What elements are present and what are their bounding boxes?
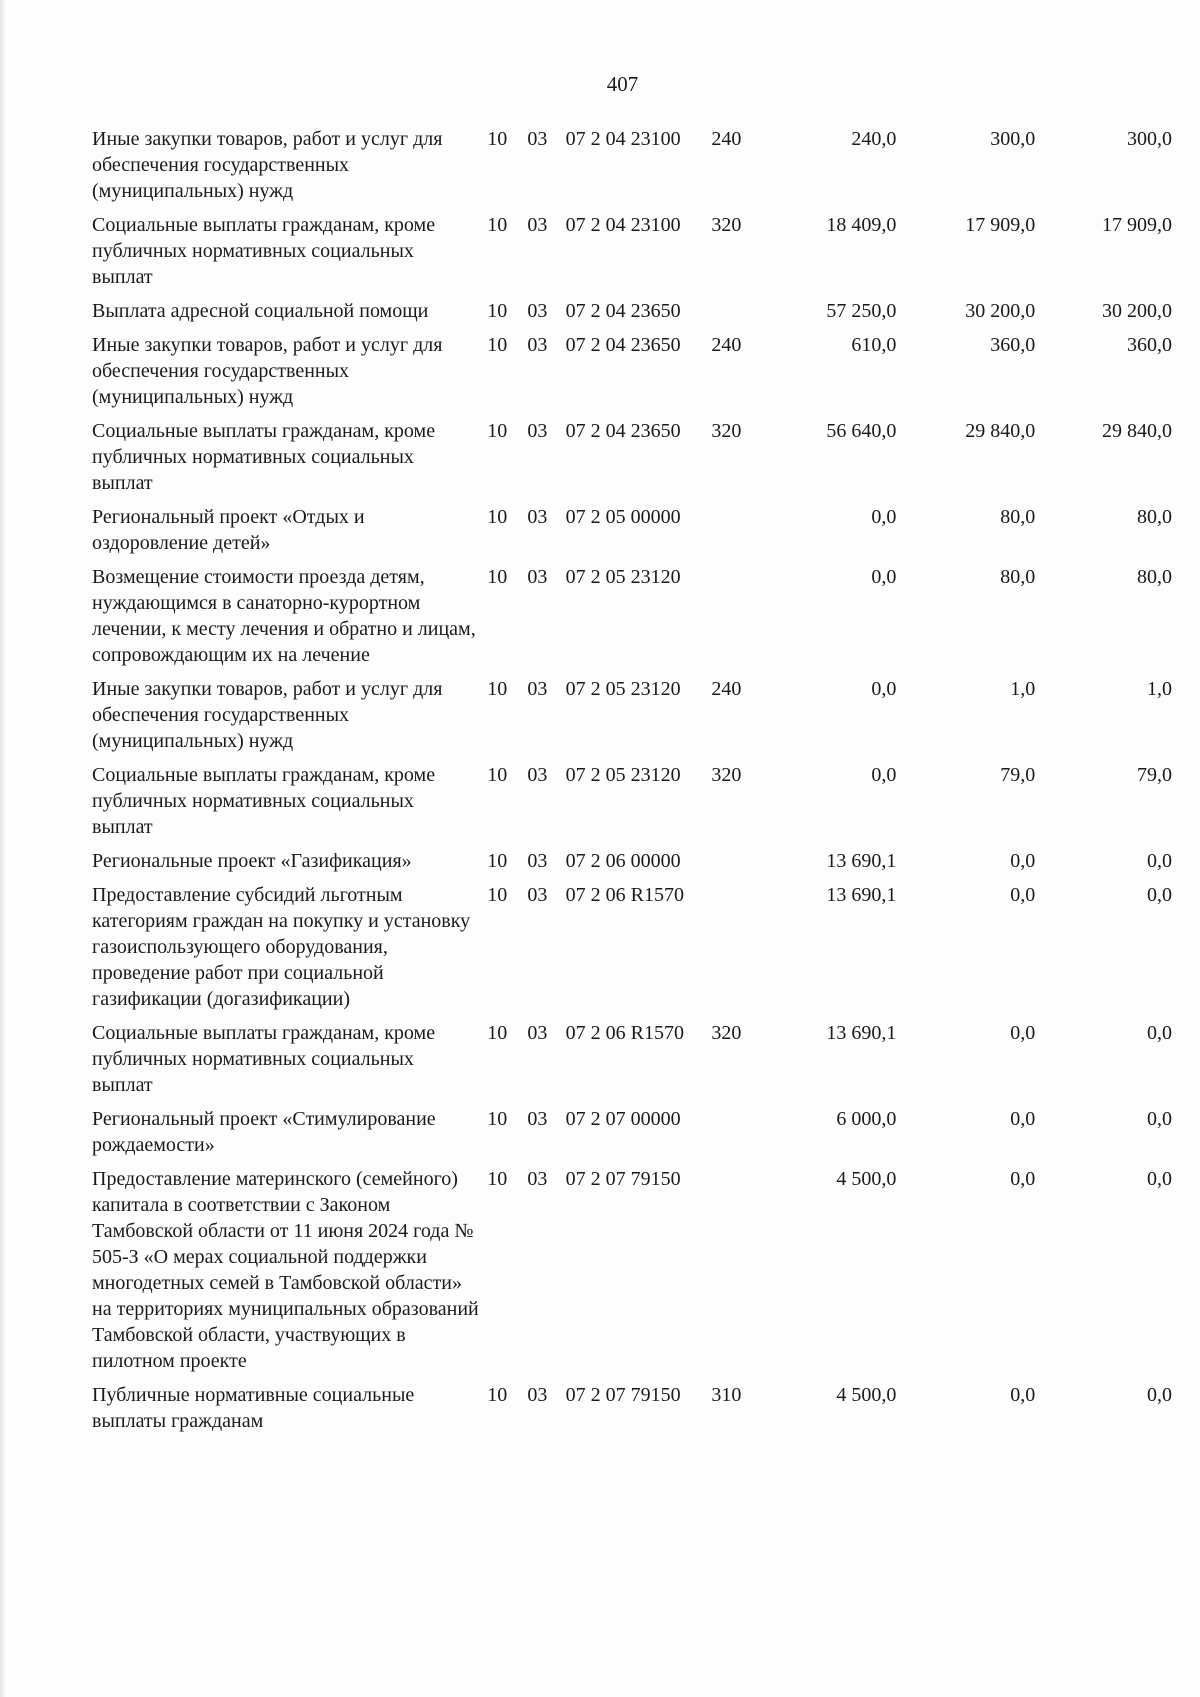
row-expense-type-code	[711, 882, 755, 1020]
budget-table-body	[92, 126, 1172, 1442]
budget-table	[92, 126, 1172, 1442]
table-row	[92, 1020, 1172, 1106]
row-amount-1: 4 500,0	[836, 1168, 897, 1190]
row-amount-1: 13 690,1	[826, 884, 897, 906]
row-name: Социальные выплаты гражданам, кроме публичных нормативных социальных выплат	[92, 764, 436, 838]
row-amount-3: 0,0	[1147, 850, 1172, 872]
row-name: Возмещение стоимости проезда детям, нуждающимся в санаторно-курортном лечении, к месту лечения и обратно и лицам, сопровождающим их на лечение	[92, 566, 476, 666]
row-amount-3: 0,0	[1147, 1384, 1172, 1406]
row-amount-1: 610,0	[851, 334, 897, 356]
row-subsection-code: 03	[527, 678, 548, 700]
row-subsection-code: 03	[527, 420, 548, 442]
table-row	[92, 504, 1172, 564]
table-row	[92, 1106, 1172, 1166]
row-amount-1: 13 690,1	[826, 1022, 897, 1044]
row-expense-type-code	[711, 564, 755, 676]
row-amount-3: 0,0	[1147, 884, 1172, 906]
row-target-article-code: 07 2 05 23120	[565, 678, 681, 700]
row-expense-type-code: 320	[711, 214, 742, 236]
row-target-article-code: 07 2 06 00000	[565, 850, 681, 872]
row-section-code: 10	[487, 420, 508, 442]
row-section-code: 10	[487, 566, 508, 588]
row-subsection-code: 03	[527, 850, 548, 872]
table-row	[92, 418, 1172, 504]
table-row	[92, 882, 1172, 1020]
row-amount-1: 0,0	[871, 506, 897, 528]
row-amount-2: 79,0	[1000, 764, 1036, 786]
table-row	[92, 848, 1172, 882]
row-subsection-code: 03	[527, 214, 548, 236]
row-name: Социальные выплаты гражданам, кроме публичных нормативных социальных выплат	[92, 420, 436, 494]
row-name: Региональный проект «Стимулирование рождаемости»	[92, 1108, 436, 1156]
row-amount-1: 6 000,0	[836, 1108, 897, 1130]
row-target-article-code: 07 2 04 23100	[565, 214, 681, 236]
row-section-code: 10	[487, 334, 508, 356]
row-amount-3: 1,0	[1147, 678, 1172, 700]
row-amount-2: 1,0	[1010, 678, 1036, 700]
row-amount-2: 360,0	[990, 334, 1036, 356]
row-section-code: 10	[487, 764, 508, 786]
row-target-article-code: 07 2 05 23120	[565, 764, 681, 786]
row-subsection-code: 03	[527, 506, 548, 528]
row-amount-1: 56 640,0	[826, 420, 897, 442]
row-target-article-code: 07 2 07 79150	[565, 1168, 681, 1190]
table-row	[92, 332, 1172, 418]
row-amount-3: 360,0	[1127, 334, 1172, 356]
row-name: Предоставление субсидий льготным категориям граждан на покупку и установку газоиспользующего оборудования, проведение работ при социальной газификации (догазификации)	[92, 884, 471, 1010]
row-expense-type-code	[711, 848, 755, 882]
row-amount-2: 17 909,0	[965, 214, 1036, 236]
row-expense-type-code: 240	[711, 334, 742, 356]
row-amount-1: 240,0	[851, 128, 897, 150]
row-section-code: 10	[487, 128, 508, 150]
table-row	[92, 762, 1172, 848]
row-subsection-code: 03	[527, 566, 548, 588]
row-amount-3: 30 200,0	[1102, 300, 1172, 322]
row-target-article-code: 07 2 05 23120	[565, 566, 681, 588]
row-amount-3: 80,0	[1137, 566, 1172, 588]
row-amount-3: 0,0	[1147, 1108, 1172, 1130]
row-target-article-code: 07 2 05 00000	[565, 506, 681, 528]
row-subsection-code: 03	[527, 128, 548, 150]
row-name: Иные закупки товаров, работ и услуг для обеспечения государственных (муниципальных) нужд	[92, 678, 443, 752]
row-expense-type-code: 320	[711, 420, 742, 442]
row-target-article-code: 07 2 07 00000	[565, 1108, 681, 1130]
row-amount-1: 18 409,0	[826, 214, 897, 236]
row-target-article-code: 07 2 07 79150	[565, 1384, 681, 1406]
table-row	[92, 564, 1172, 676]
row-amount-2: 80,0	[1000, 566, 1036, 588]
row-section-code: 10	[487, 850, 508, 872]
row-expense-type-code	[711, 1106, 755, 1166]
table-row	[92, 1382, 1172, 1442]
row-subsection-code: 03	[527, 334, 548, 356]
row-amount-3: 0,0	[1147, 1168, 1172, 1190]
scan-edge-shadow	[0, 0, 6, 1697]
row-amount-1: 13 690,1	[826, 850, 897, 872]
page-number: 407	[606, 72, 639, 96]
row-subsection-code: 03	[527, 300, 548, 322]
row-amount-2: 29 840,0	[965, 420, 1036, 442]
row-amount-2: 0,0	[1010, 1108, 1036, 1130]
row-section-code: 10	[487, 1384, 508, 1406]
row-name: Иные закупки товаров, работ и услуг для обеспечения государственных (муниципальных) нужд	[92, 334, 443, 408]
row-amount-2: 0,0	[1010, 850, 1036, 872]
row-amount-2: 0,0	[1010, 1384, 1036, 1406]
row-amount-3: 79,0	[1137, 764, 1172, 786]
row-name: Иные закупки товаров, работ и услуг для обеспечения государственных (муниципальных) нужд	[92, 128, 443, 202]
row-expense-type-code: 320	[711, 1022, 742, 1044]
row-amount-2: 300,0	[990, 128, 1036, 150]
row-amount-1: 4 500,0	[836, 1384, 897, 1406]
row-amount-3: 300,0	[1127, 128, 1172, 150]
row-amount-1: 57 250,0	[826, 300, 897, 322]
row-amount-2: 30 200,0	[965, 300, 1036, 322]
row-amount-1: 0,0	[871, 764, 897, 786]
row-subsection-code: 03	[527, 1022, 548, 1044]
row-subsection-code: 03	[527, 1168, 548, 1190]
row-target-article-code: 07 2 06 R1570	[565, 884, 684, 906]
row-amount-3: 29 840,0	[1102, 420, 1172, 442]
row-amount-3: 0,0	[1147, 1022, 1172, 1044]
row-name: Предоставление материнского (семейного) капитала в соответствии с Законом Тамбовской области от 11 июня 2024 года № 505-З «О мерах социальной поддержки многодетных семей в Тамбовской области» на территориях муниципальных образований Тамбовской области, участвующих в пилотном проекте	[92, 1168, 479, 1372]
row-expense-type-code: 240	[711, 128, 742, 150]
row-target-article-code: 07 2 04 23650	[565, 420, 681, 442]
table-row	[92, 298, 1172, 332]
row-name: Региональный проект «Отдых и оздоровление детей»	[92, 506, 365, 554]
row-subsection-code: 03	[527, 1108, 548, 1130]
row-amount-2: 0,0	[1010, 884, 1036, 906]
row-section-code: 10	[487, 678, 508, 700]
row-name: Региональные проект «Газификация»	[92, 850, 412, 872]
row-expense-type-code: 310	[711, 1384, 742, 1406]
row-amount-2: 0,0	[1010, 1168, 1036, 1190]
row-amount-3: 80,0	[1137, 506, 1172, 528]
row-amount-1: 0,0	[871, 566, 897, 588]
row-expense-type-code: 320	[711, 764, 742, 786]
row-subsection-code: 03	[527, 1384, 548, 1406]
row-expense-type-code	[711, 504, 755, 564]
table-row	[92, 1166, 1172, 1382]
row-name: Социальные выплаты гражданам, кроме публичных нормативных социальных выплат	[92, 1022, 436, 1096]
row-section-code: 10	[487, 1022, 508, 1044]
row-subsection-code: 03	[527, 884, 548, 906]
row-target-article-code: 07 2 06 R1570	[565, 1022, 684, 1044]
table-row	[92, 212, 1172, 298]
row-name: Выплата адресной социальной помощи	[92, 300, 429, 322]
row-target-article-code: 07 2 04 23650	[565, 300, 681, 322]
table-row	[92, 126, 1172, 212]
row-amount-2: 0,0	[1010, 1022, 1036, 1044]
row-expense-type-code	[711, 1166, 755, 1382]
row-section-code: 10	[487, 884, 508, 906]
row-subsection-code: 03	[527, 764, 548, 786]
row-amount-1: 0,0	[871, 678, 897, 700]
row-name: Социальные выплаты гражданам, кроме публичных нормативных социальных выплат	[92, 214, 436, 288]
row-section-code: 10	[487, 214, 508, 236]
row-section-code: 10	[487, 1108, 508, 1130]
row-section-code: 10	[487, 300, 508, 322]
row-name: Публичные нормативные социальные выплаты гражданам	[92, 1384, 415, 1432]
row-expense-type-code: 240	[711, 678, 742, 700]
row-section-code: 10	[487, 1168, 508, 1190]
row-amount-2: 80,0	[1000, 506, 1036, 528]
row-expense-type-code	[711, 298, 755, 332]
row-target-article-code: 07 2 04 23650	[565, 334, 681, 356]
table-row	[92, 676, 1172, 762]
row-section-code: 10	[487, 506, 508, 528]
row-target-article-code: 07 2 04 23100	[565, 128, 681, 150]
row-amount-3: 17 909,0	[1102, 214, 1172, 236]
